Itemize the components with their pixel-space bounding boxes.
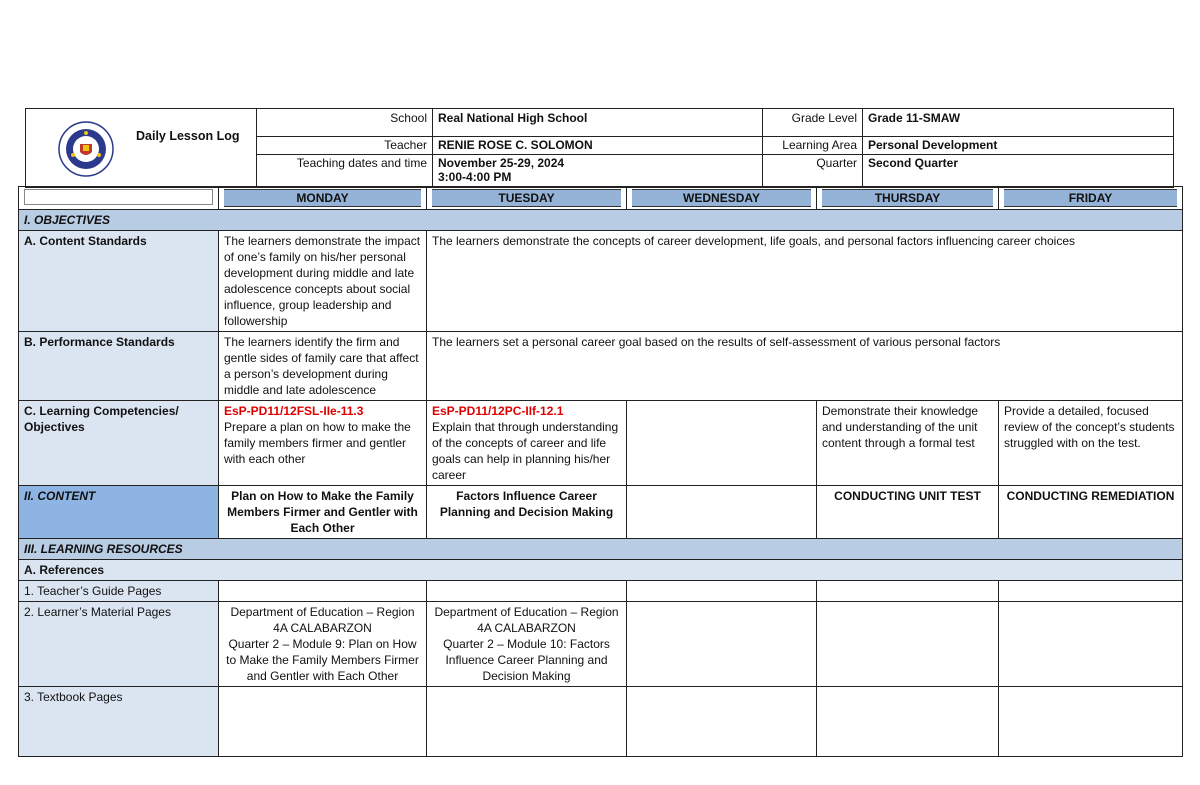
day-tuesday: TUESDAY	[432, 189, 621, 207]
header-row-school	[256, 109, 1173, 137]
competencies-tue	[427, 401, 627, 486]
objectives-section-row	[19, 210, 1183, 231]
learners-material-row	[19, 602, 1183, 687]
performance-standards-row	[19, 332, 1183, 401]
content-fri: CONDUCTING REMEDIATION	[999, 486, 1183, 539]
school-label: School	[390, 111, 427, 125]
competencies-thu: Demonstrate their knowledge and understanding of the unit content through a formal test	[817, 401, 999, 486]
header-row-dates	[256, 154, 1173, 187]
logo-cell	[26, 109, 257, 187]
day-thursday: THURSDAY	[822, 189, 993, 207]
learning-area-label: Learning Area	[762, 136, 862, 154]
performance-standards-mon: The learners identify the firm and gentle sides of family care that affect a person’s development during middle and late adolescence	[219, 332, 427, 401]
competency-text: Prepare a plan on how to make the family members firmer and gentler with each other	[224, 420, 411, 466]
page-title: Daily Lesson Log	[136, 129, 240, 143]
competencies-mon	[219, 401, 427, 486]
header-block	[25, 108, 1174, 188]
content-standards-mon: The learners demonstrate the impact of one’s family on his/her personal development during middle and late adolescence concepts about social influence, group leadership and followership	[219, 231, 427, 332]
competency-code: EsP-PD11/12FSL-IIe-11.3	[224, 404, 364, 418]
performance-standards-label: B. Performance Standards	[19, 332, 219, 401]
textbook-label: 3. Textbook Pages	[19, 687, 219, 757]
competency-code: EsP-PD11/12PC-IIf-12.1	[432, 404, 564, 418]
header-row-teacher	[256, 136, 1173, 155]
day-header-row	[19, 187, 1183, 210]
performance-standards-rest: The learners set a personal career goal based on the results of self-assessment of various personal factors	[427, 332, 1183, 401]
learners-material-label: 2. Learner’s Material Pages	[19, 602, 219, 687]
teaching-time: 3:00-4:00 PM	[438, 170, 512, 184]
teaching-dates: November 25-29, 2024	[438, 156, 565, 170]
resources-section-row	[19, 539, 1183, 560]
references-label: A. References	[19, 560, 1183, 581]
dates-label: Teaching dates and time	[296, 156, 427, 170]
learners-material-tue	[427, 602, 627, 687]
lm-module: Quarter 2 – Module 9: Plan on How to Make the Family Members Firmer and Gentler with Each Other	[226, 637, 419, 683]
grade-level-label: Grade Level	[762, 109, 862, 136]
blank-header	[24, 189, 213, 205]
learners-material-mon	[219, 602, 427, 687]
learning-area-value: Personal Development	[862, 136, 1173, 154]
objectives-heading: I. OBJECTIVES	[19, 210, 1183, 231]
content-standards-rest: The learners demonstrate the concepts of career development, life goals, and personal factors influencing career choices	[427, 231, 1183, 332]
lesson-grid	[18, 186, 1183, 757]
competencies-row	[19, 401, 1183, 486]
quarter-value: Second Quarter	[862, 154, 1173, 187]
teachers-guide-label: 1. Teacher’s Guide Pages	[19, 581, 219, 602]
content-standards-row	[19, 231, 1183, 332]
content-thu: CONDUCTING UNIT TEST	[817, 486, 999, 539]
content-heading: II. CONTENT	[19, 486, 219, 539]
content-tue: Factors Influence Career Planning and Decision Making	[427, 486, 627, 539]
teacher-label: Teacher	[384, 138, 427, 152]
content-standards-label: A. Content Standards	[19, 231, 219, 332]
day-friday: FRIDAY	[1004, 189, 1177, 207]
references-row	[19, 560, 1183, 581]
teacher-value: RENIE ROSE C. SOLOMON	[432, 136, 762, 154]
school-value: Real National High School	[432, 109, 762, 136]
lm-source: Department of Education – Region 4A CALABARZON	[230, 605, 415, 635]
teachers-guide-row	[19, 581, 1183, 602]
grade-level-value: Grade 11-SMAW	[862, 109, 1173, 136]
day-wednesday: WEDNESDAY	[632, 189, 811, 207]
competency-text: Explain that through understanding of the concepts of career and life goals can help in planning his/her career	[432, 420, 619, 482]
competencies-label: C. Learning Competencies/ Objectives	[19, 401, 219, 486]
deped-seal-icon	[58, 121, 114, 177]
quarter-label: Quarter	[762, 154, 862, 187]
lm-module: Quarter 2 – Module 10: Factors Influence Career Planning and Decision Making	[443, 637, 610, 683]
competencies-fri: Provide a detailed, focused review of the concept’s students struggled with on the test.	[999, 401, 1183, 486]
textbook-row	[19, 687, 1183, 757]
resources-heading: III. LEARNING RESOURCES	[19, 539, 1183, 560]
dates-value	[432, 154, 762, 187]
content-wed	[627, 486, 817, 539]
content-mon: Plan on How to Make the Family Members Firmer and Gentler with Each Other	[219, 486, 427, 539]
lm-source: Department of Education – Region 4A CALABARZON	[434, 605, 619, 635]
competencies-wed	[627, 401, 817, 486]
day-monday: MONDAY	[224, 189, 421, 207]
content-row	[19, 486, 1183, 539]
